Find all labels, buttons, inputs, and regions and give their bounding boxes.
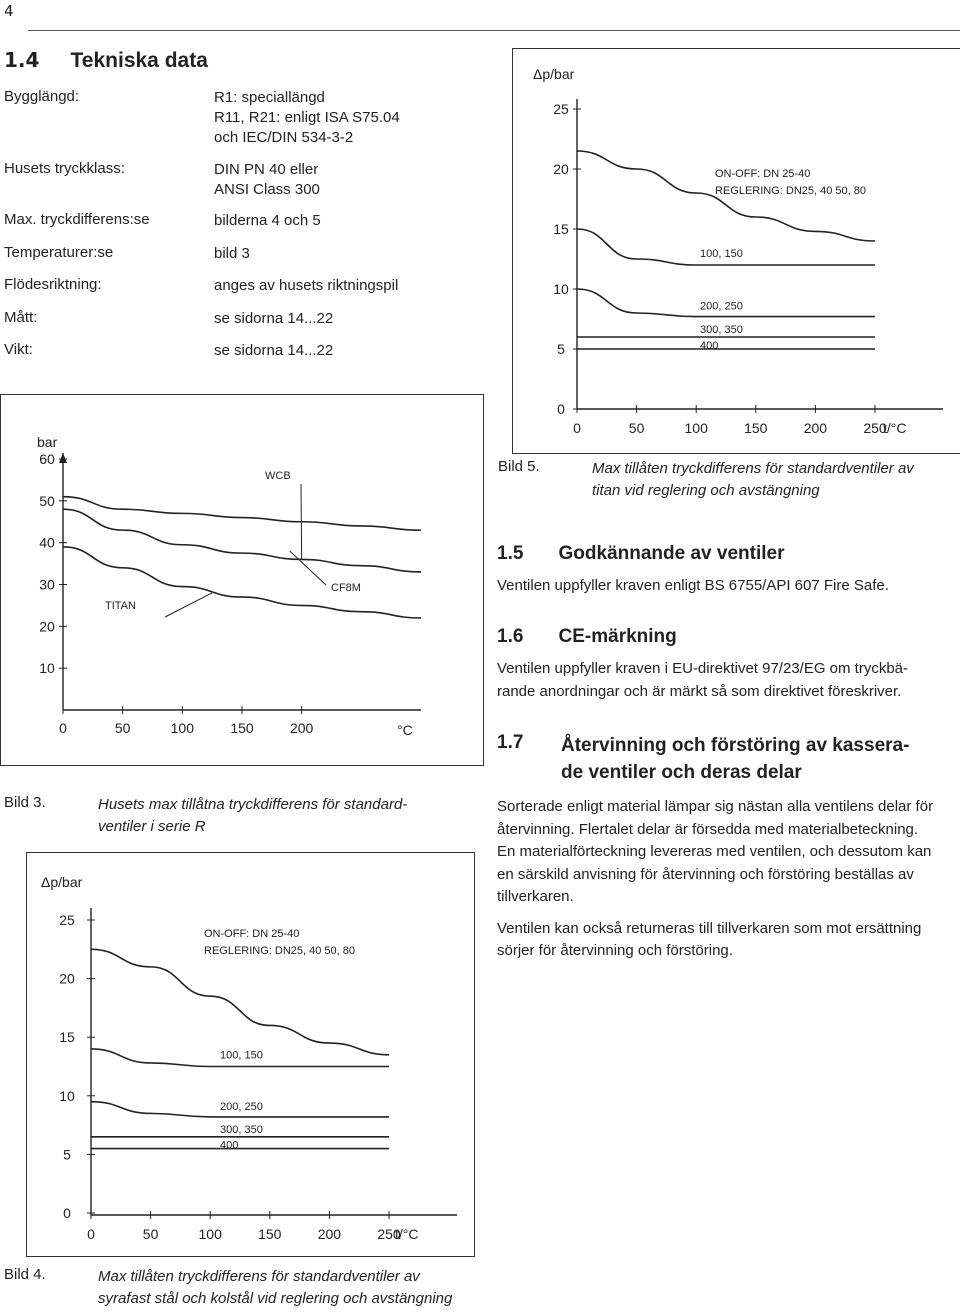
x-tick-label: 50 [142,1226,159,1242]
x-axis-title: t/°C [883,420,907,436]
spec-value [214,88,454,148]
fig3-caption-line: ventiler i serie R [98,818,206,835]
fig4-caption-line: syrafast stål och kolstål vid reglering och avstängning [98,1290,453,1307]
section-1-6 [497,626,959,703]
fig5-caption-line: Max tillåten tryckdifferens för standardventiler av [592,460,914,477]
spec-value [214,211,454,231]
fig5-chart [513,49,960,453]
spec-label: Mått: [4,309,38,326]
y-tick-label: 40 [39,534,55,551]
text-line: sörjer för återvinning och förstöring. [497,942,733,959]
section-1-4-heading [4,48,208,73]
section-1-7-para-2 [497,918,959,963]
y-tick-label: 60 [39,451,55,467]
section-1-6-text-line: Ventilen uppfyller kraven i EU-direktivet 97/23/EG om tryckbä- [497,660,909,677]
section-1-7 [497,732,959,963]
spec-value [214,341,454,361]
legend-line: REGLERING: DN25, 40 50, 80 [204,945,356,957]
text-line: en särskild anvisning för återvinning och förstöring beställas av [497,865,914,883]
fig4-caption [4,1266,484,1312]
fig5-caption [498,458,958,508]
x-tick-label: 250 [377,1226,401,1242]
text-line: återvinning. Flertalet delar är försedda med materialbeteckning. [497,820,919,838]
section-number: 1.7 [497,732,524,753]
y-axis-arrow [59,453,67,463]
legend-line: ON-OFF: DN 25-40 [715,168,811,180]
fig3-caption [4,794,474,844]
y-tick-label: 0 [557,401,565,417]
x-tick-label: 200 [289,720,314,736]
section-1-6-text-line: rande anordningar och är märkt så som direktivet föreskriver. [497,682,902,700]
series-label: 200, 250 [700,300,743,313]
leader-line [165,593,212,617]
section-number: 1.5 [497,543,524,564]
spec-value [214,276,454,296]
fig3-chart [1,395,483,765]
fig3-caption-number: Bild 3. [4,794,46,811]
section-1-7-para-1 [497,796,959,909]
y-tick-label: 0 [63,1205,71,1221]
y-tick-label: 10 [59,1087,75,1104]
y-axis-title: Δp/bar [533,66,575,82]
x-axis-title: °C [397,722,413,738]
spec-label: Flödesriktning: [4,276,102,293]
fig3-caption-line: Husets max tillåtna tryckdifferens för standard- [98,796,408,813]
spec-value-line: DIN PN 40 eller [214,161,319,178]
spec-value-line: ANSI Class 300 [214,181,320,198]
x-tick-label: 150 [230,720,254,736]
text-line: tillverkaren. [497,888,574,905]
series-label: 300, 350 [220,1123,263,1136]
series-label: 300, 350 [700,324,743,336]
x-tick-label: 150 [258,1226,282,1242]
spec-value-line: bild 3 [214,245,250,262]
y-tick-label: 10 [39,660,55,677]
x-axis-title: t/°C [395,1226,419,1242]
text-line: Ventilen kan också returneras till tillverkaren som mot ersättning [497,919,922,937]
x-tick-label: 200 [803,420,828,436]
spec-label: Max. tryckdifferens:se [4,211,150,228]
y-tick-label: 10 [553,281,569,297]
x-tick-label: 200 [317,1226,342,1242]
series-label: 100, 150 [220,1049,263,1062]
x-tick-label: 100 [684,420,708,436]
fig5-caption-number: Bild 5. [498,458,540,475]
y-tick-label: 15 [553,221,569,237]
fig5-chart-frame [512,48,960,454]
fig4-caption-line: Max tillåten tryckdifferens för standardventiler av [98,1268,420,1285]
section-1-5 [497,543,957,598]
spec-label: Bygglängd: [4,88,80,105]
section-title: Tekniska data [70,49,208,72]
spec-value-line: R1: speciallängd [214,89,325,106]
series-label: 200, 250 [220,1100,263,1113]
x-tick-label: 0 [59,720,67,736]
y-tick-label: 30 [39,576,55,593]
y-axis-title: Δp/bar [41,874,83,890]
x-tick-label: 100 [198,1226,222,1242]
x-tick-label: 100 [170,720,195,736]
x-tick-label: 0 [87,1226,95,1242]
y-tick-label: 25 [553,101,569,117]
spec-value [214,160,454,200]
section-1-7-heading [497,732,959,786]
series-line [63,509,421,572]
x-tick-label: 50 [114,720,131,736]
header-rule [28,30,960,31]
section-1-6-heading [497,626,959,648]
series-label: 400 [220,1139,239,1152]
spec-label: Vikt: [4,341,33,358]
leader-line [290,551,326,585]
fig4-chart [27,853,474,1256]
fig4-chart-frame [26,852,475,1257]
series-label: TITAN [105,600,136,612]
spec-label: Husets tryckklass: [4,160,125,177]
series-label: WCB [265,470,291,482]
y-tick-label: 15 [59,1029,75,1046]
x-tick-label: 250 [863,420,887,436]
spec-value-line: anges av husets riktningspil [214,277,399,294]
x-tick-label: 50 [628,420,645,436]
legend-line: ON-OFF: DN 25-40 [204,928,300,940]
section-number: 1.6 [497,626,524,647]
section-title-line: Återvinning och förstöring av kassera- [561,735,910,756]
section-title: Godkännande av ventiler [558,543,785,564]
y-tick-label: 20 [553,161,569,177]
series-label: CF8M [331,582,361,594]
section-title: CE-märkning [558,626,677,647]
spec-value-line: R11, R21: enligt ISA S75.04 [214,109,400,126]
y-tick-label: 50 [39,492,55,509]
fig4-caption-number: Bild 4. [4,1266,46,1283]
y-tick-label: 25 [59,912,75,928]
spec-value [214,309,454,329]
y-tick-label: 20 [59,970,75,987]
x-tick-label: 0 [573,420,581,436]
spec-value-line: se sidorna 14...22 [214,310,334,327]
page-number: 4 [4,2,14,20]
section-1-5-text: Ventilen uppfyller kraven enligt BS 6755/API 607 Fire Safe. [497,577,889,594]
fig3-chart-frame [0,394,484,766]
section-1-5-heading [497,543,957,565]
spec-value-line: bilderna 4 och 5 [214,212,321,229]
y-axis-title: bar [37,434,58,450]
series-line [63,497,421,530]
legend-line: REGLERING: DN25, 40 50, 80 [715,185,867,197]
text-line: Sorterade enligt material lämpar sig nästan alla ventilens delar för [497,798,934,815]
spec-value-line: och IEC/DIN 534-3-2 [214,129,354,146]
fig5-caption-line: titan vid reglering och avstängning [592,482,820,499]
section-number: 1.4 [4,48,40,72]
series-line [91,949,389,1054]
section-title-line: de ventiler och deras delar [561,762,802,783]
y-tick-label: 5 [557,341,565,357]
spec-label: Temperaturer:se [4,244,114,261]
series-label: 100, 150 [700,248,743,260]
x-tick-label: 150 [744,420,768,436]
series-label: 400 [700,340,719,352]
spec-value [214,244,454,264]
leader-line [301,484,302,559]
y-tick-label: 5 [63,1146,71,1163]
y-tick-label: 20 [39,618,55,635]
text-line: En materialförteckning levereras med ventilen, och dessutom kan [497,843,932,860]
spec-value-line: se sidorna 14...22 [214,342,334,359]
